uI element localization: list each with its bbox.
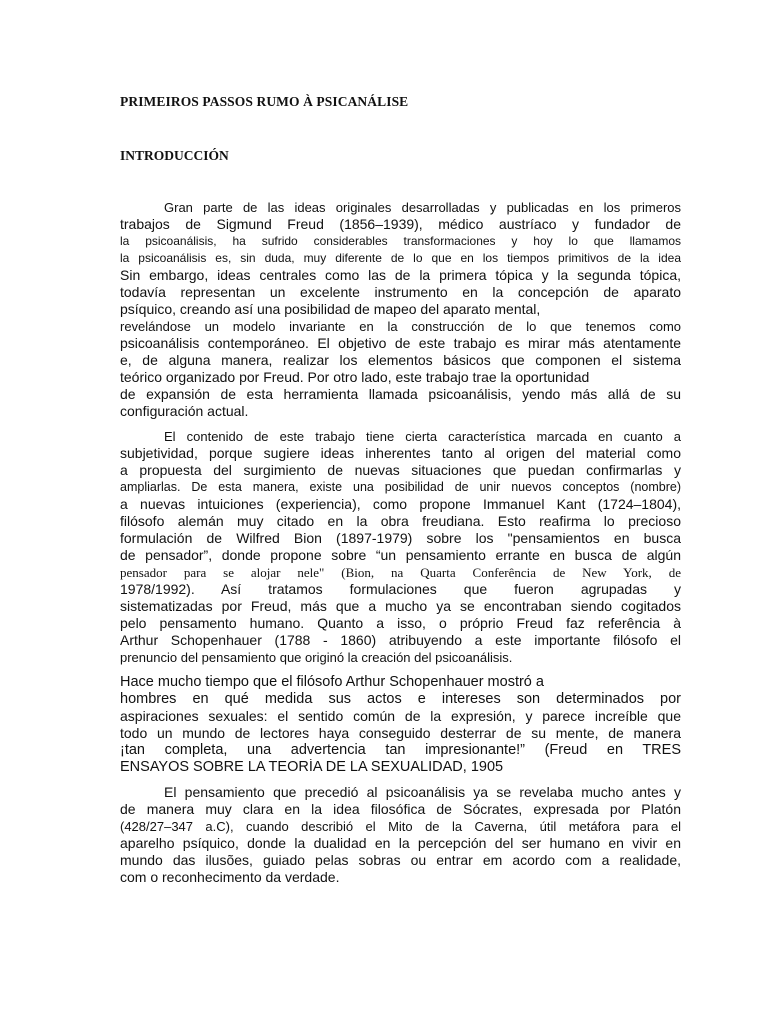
- text-line: Arthur Schopenhauer (1788 - 1860) atribuyendo a este importante filósofo el: [120, 632, 681, 648]
- text-line: ¡tan completa, una advertencia tan impresionante!” (Freud en TRES: [120, 742, 681, 758]
- text-line: todo un mundo de lectores haya conseguido desterrar de su mente, de manera: [120, 725, 681, 741]
- text-line: hombres en qué medida sus actos e intereses son determinados por: [120, 691, 681, 707]
- text-line: filósofo alemán muy citado en la obra freudiana. Esto reafirma lo precioso: [120, 513, 681, 529]
- text-line: subjetividad, porque sugiere ideas inherentes tanto al origen del material como: [120, 445, 681, 461]
- text-line: 1978/1992). Así tratamos formulaciones que fueron agrupadas y: [120, 581, 681, 597]
- section-heading: INTRODUCCIÓN: [120, 148, 229, 163]
- text-line: todavía representan un excelente instrumento en la concepción de aparato: [120, 284, 681, 300]
- paragraph-1: [120, 199, 681, 420]
- text-line: la psicoanálisis es, sin duda, muy diferente de lo que en los tiempos primitivos de la idea: [120, 251, 681, 265]
- text-line: configuración actual.: [120, 403, 249, 419]
- paragraph-3: [120, 674, 681, 776]
- text-line: pelo pensamento humano. Quanto a isso, o próprio Freud faz referência à: [120, 615, 681, 631]
- text-line: sistematizadas por Freud, más que a mucho ya se encontraban siendo cogitados: [120, 598, 681, 614]
- text-line: El pensamiento que precedió al psicoanálisis ya se revelaba mucho antes y: [164, 784, 681, 800]
- text-line: aparelho psíquico, donde la dualidad en la percepción del ser humano en vivir en: [120, 835, 681, 851]
- text-line: de pensador”, donde propone sobre “un pensamiento errante en busca de algún: [120, 547, 681, 563]
- text-line: revelándose un modelo invariante en la construcción de lo que tenemos como: [120, 319, 681, 334]
- text-line: teórico organizado por Freud. Por otro lado, este trabajo trae la oportunidad: [120, 369, 590, 385]
- text-line: pensador para se alojar nele" (Bion, na Quarta Conferência de New York, de: [120, 565, 681, 580]
- text-line: a propuesta del surgimiento de nuevas situaciones que puedan confirmarlas y: [120, 462, 681, 478]
- text-line: prenuncio del pensamiento que originó la creación del psicoanálisis.: [120, 650, 513, 665]
- text-line: de manera muy clara en la idea filosófica de Sócrates, expresada por Platón: [120, 801, 681, 817]
- text-line: psíquico, creando así una posibilidad de mapeo del aparato mental,: [120, 301, 541, 317]
- text-line: mundo das ilusões, guiado pelas sobras ou entrar em acordo com a realidade,: [120, 852, 681, 868]
- text-line: ampliarlas. De esta manera, existe una posibilidad de unir nuevos conceptos (nombre): [120, 480, 681, 494]
- text-line: Gran parte de las ideas originales desarrolladas y publicadas en los primeros: [164, 200, 681, 215]
- text-line: la psicoanálisis, ha sufrido considerables transformaciones y hoy lo que llamamos: [120, 234, 681, 248]
- text-line: de expansión de esta herramienta llamada psicoanálisis, yendo más allá de su: [120, 386, 681, 402]
- text-line: ENSAYOS SOBRE LA TEORÍA DE LA SEXUALIDAD, 1905: [120, 759, 504, 775]
- text-line: e, de alguna manera, realizar los elementos básicos que componen el sistema: [120, 352, 681, 368]
- paragraph-4: [120, 784, 681, 886]
- text-line: psicoanálisis contemporáneo. El objetivo de este trabajo es mirar más atentamente: [120, 335, 681, 351]
- text-line: a nuevas intuiciones (experiencia), como propone Immanuel Kant (1724–1804),: [120, 496, 681, 512]
- text-line: (428/27–347 a.C), cuando describió el Mito de la Caverna, útil metáfora para el: [120, 819, 681, 834]
- text-line: aspiraciones sexuales: el sentido común de la expresión, y parece increíble que: [120, 708, 681, 724]
- text-line: Sin embargo, ideas centrales como las de la primera tópica y la segunda tópica,: [120, 267, 681, 283]
- text-line: trabajos de Sigmund Freud (1856–1939), médico austríaco y fundador de: [120, 216, 681, 232]
- document-body: [120, 199, 681, 886]
- paragraph-2: [120, 428, 681, 666]
- text-line: formulación de Wilfred Bion (1897-1979) sobre los "pensamientos en busca: [120, 530, 681, 546]
- text-line: com o reconhecimento da verdade.: [120, 869, 340, 885]
- text-line: Hace mucho tiempo que el filósofo Arthur Schopenhauer mostró a: [120, 674, 544, 690]
- document-title: PRIMEIROS PASSOS RUMO À PSICANÁLISE: [120, 94, 409, 109]
- text-line: El contenido de este trabajo tiene cierta característica marcada en cuanto a: [164, 429, 681, 444]
